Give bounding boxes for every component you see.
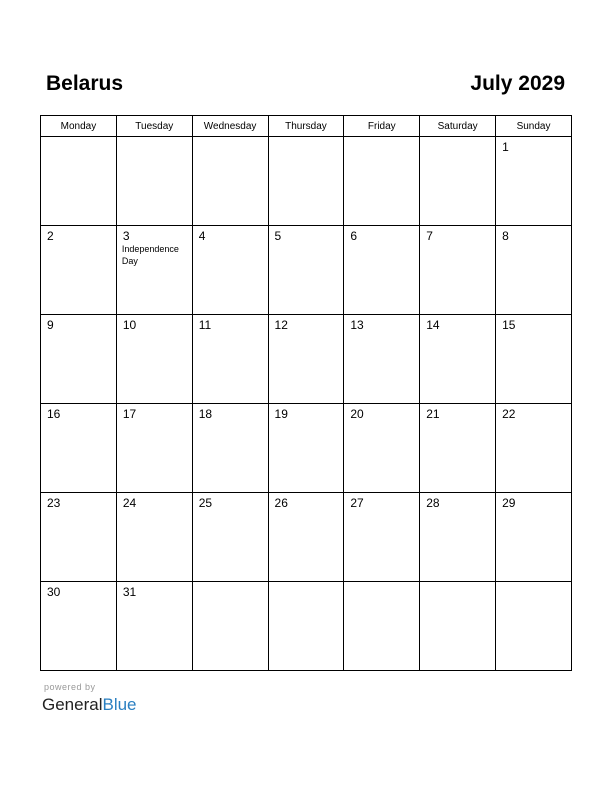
- day-number: 21: [426, 407, 440, 421]
- day-number: 24: [122, 496, 137, 510]
- powered-by-text: powered by: [44, 682, 96, 692]
- holiday-label: Independence Day: [121, 244, 179, 266]
- calendar-week-row: [41, 137, 572, 226]
- day-number: 18: [198, 407, 213, 421]
- calendar-day-cell: [41, 493, 117, 582]
- calendar-day-cell: [41, 226, 117, 315]
- calendar-day-cell: [116, 226, 192, 315]
- calendar-day-cell: [268, 137, 344, 226]
- country-title: Belarus: [46, 72, 124, 95]
- day-number: [269, 137, 344, 140]
- day-number: 28: [426, 496, 440, 510]
- weekday-header-friday: Friday: [344, 116, 420, 137]
- calendar-grid: [40, 115, 572, 671]
- calendar-day-cell: [496, 137, 572, 226]
- day-number: 13: [350, 318, 364, 332]
- calendar-day-cell: [192, 137, 268, 226]
- day-number: 27: [350, 496, 364, 510]
- day-number: [420, 582, 495, 585]
- calendar-week-row: [41, 315, 572, 404]
- calendar-day-cell: [496, 404, 572, 493]
- brand-logo-general: General: [42, 695, 103, 714]
- brand-logo: [42, 695, 137, 715]
- weekday-header-saturday: Saturday: [420, 116, 496, 137]
- day-number: 4: [198, 229, 206, 243]
- weekday-header-thursday: Thursday: [268, 116, 344, 137]
- calendar-day-cell: [116, 137, 192, 226]
- calendar-day-cell: [344, 404, 420, 493]
- day-number: 19: [274, 407, 288, 421]
- day-number: 25: [198, 496, 213, 510]
- day-number: [193, 582, 268, 585]
- day-number: [117, 137, 192, 140]
- day-number: [344, 137, 419, 140]
- day-number: 12: [274, 318, 288, 332]
- day-number: 3: [122, 229, 130, 243]
- day-number: 11: [198, 318, 212, 332]
- calendar-day-cell: [268, 404, 344, 493]
- calendar-day-cell: [344, 493, 420, 582]
- day-number: 8: [502, 229, 509, 243]
- calendar-day-cell: [420, 582, 496, 671]
- day-number: 9: [47, 318, 54, 332]
- calendar-day-cell: [192, 493, 268, 582]
- day-number: 7: [426, 229, 433, 243]
- calendar-day-cell: [116, 404, 192, 493]
- calendar-day-cell: [496, 493, 572, 582]
- month-title: July 2029: [470, 72, 565, 95]
- calendar-day-cell: [420, 137, 496, 226]
- weekday-header-row: [41, 116, 572, 137]
- weekday-header-tuesday: Tuesday: [116, 116, 192, 137]
- day-number: 2: [47, 229, 54, 243]
- calendar-week-row: [41, 493, 572, 582]
- calendar-body: [41, 137, 572, 671]
- day-number: 5: [274, 229, 282, 243]
- calendar-week-row: [41, 404, 572, 493]
- calendar-day-cell: [344, 582, 420, 671]
- calendar-day-cell: [41, 582, 117, 671]
- calendar-day-cell: [116, 493, 192, 582]
- day-number: 20: [350, 407, 364, 421]
- calendar-week-row: [41, 582, 572, 671]
- calendar-day-cell: [496, 226, 572, 315]
- calendar-day-cell: [268, 226, 344, 315]
- calendar-day-cell: [192, 226, 268, 315]
- calendar-day-cell: [420, 493, 496, 582]
- weekday-header-monday: Monday: [41, 116, 117, 137]
- calendar-day-cell: [344, 226, 420, 315]
- day-number: 26: [274, 496, 288, 510]
- calendar-week-row: [41, 226, 572, 315]
- day-number: [269, 582, 344, 585]
- calendar-day-cell: [116, 582, 192, 671]
- calendar-day-cell: [268, 582, 344, 671]
- calendar-day-cell: [496, 582, 572, 671]
- calendar-day-cell: [192, 404, 268, 493]
- calendar-day-cell: [420, 404, 496, 493]
- day-number: 16: [47, 407, 61, 421]
- day-number: [41, 137, 116, 140]
- calendar-day-cell: [192, 582, 268, 671]
- calendar-day-cell: [41, 404, 117, 493]
- day-number: [420, 137, 495, 140]
- calendar-day-cell: [116, 315, 192, 404]
- footer-branding: [42, 682, 137, 715]
- calendar-day-cell: [41, 137, 117, 226]
- day-number: [344, 582, 419, 585]
- calendar-day-cell: [420, 315, 496, 404]
- weekday-header-sunday: Sunday: [496, 116, 572, 137]
- calendar-day-cell: [268, 493, 344, 582]
- weekday-header-wednesday: Wednesday: [192, 116, 268, 137]
- calendar-day-cell: [344, 315, 420, 404]
- day-number: 14: [426, 318, 440, 332]
- day-number: 22: [502, 407, 516, 421]
- day-number: [496, 582, 571, 585]
- day-number: 15: [502, 318, 516, 332]
- day-number: 23: [47, 496, 61, 510]
- calendar-day-cell: [41, 315, 117, 404]
- calendar-day-cell: [344, 137, 420, 226]
- day-number: 17: [122, 407, 137, 421]
- day-number: 29: [502, 496, 516, 510]
- day-number: 10: [122, 318, 137, 332]
- calendar-day-cell: [268, 315, 344, 404]
- day-number: 30: [47, 585, 61, 599]
- day-number: 31: [122, 585, 137, 599]
- calendar-day-cell: [496, 315, 572, 404]
- day-number: 6: [350, 229, 358, 243]
- calendar-day-cell: [192, 315, 268, 404]
- brand-logo-blue: Blue: [102, 695, 137, 714]
- calendar-day-cell: [420, 226, 496, 315]
- day-number: [193, 137, 268, 140]
- day-number: 1: [502, 140, 509, 154]
